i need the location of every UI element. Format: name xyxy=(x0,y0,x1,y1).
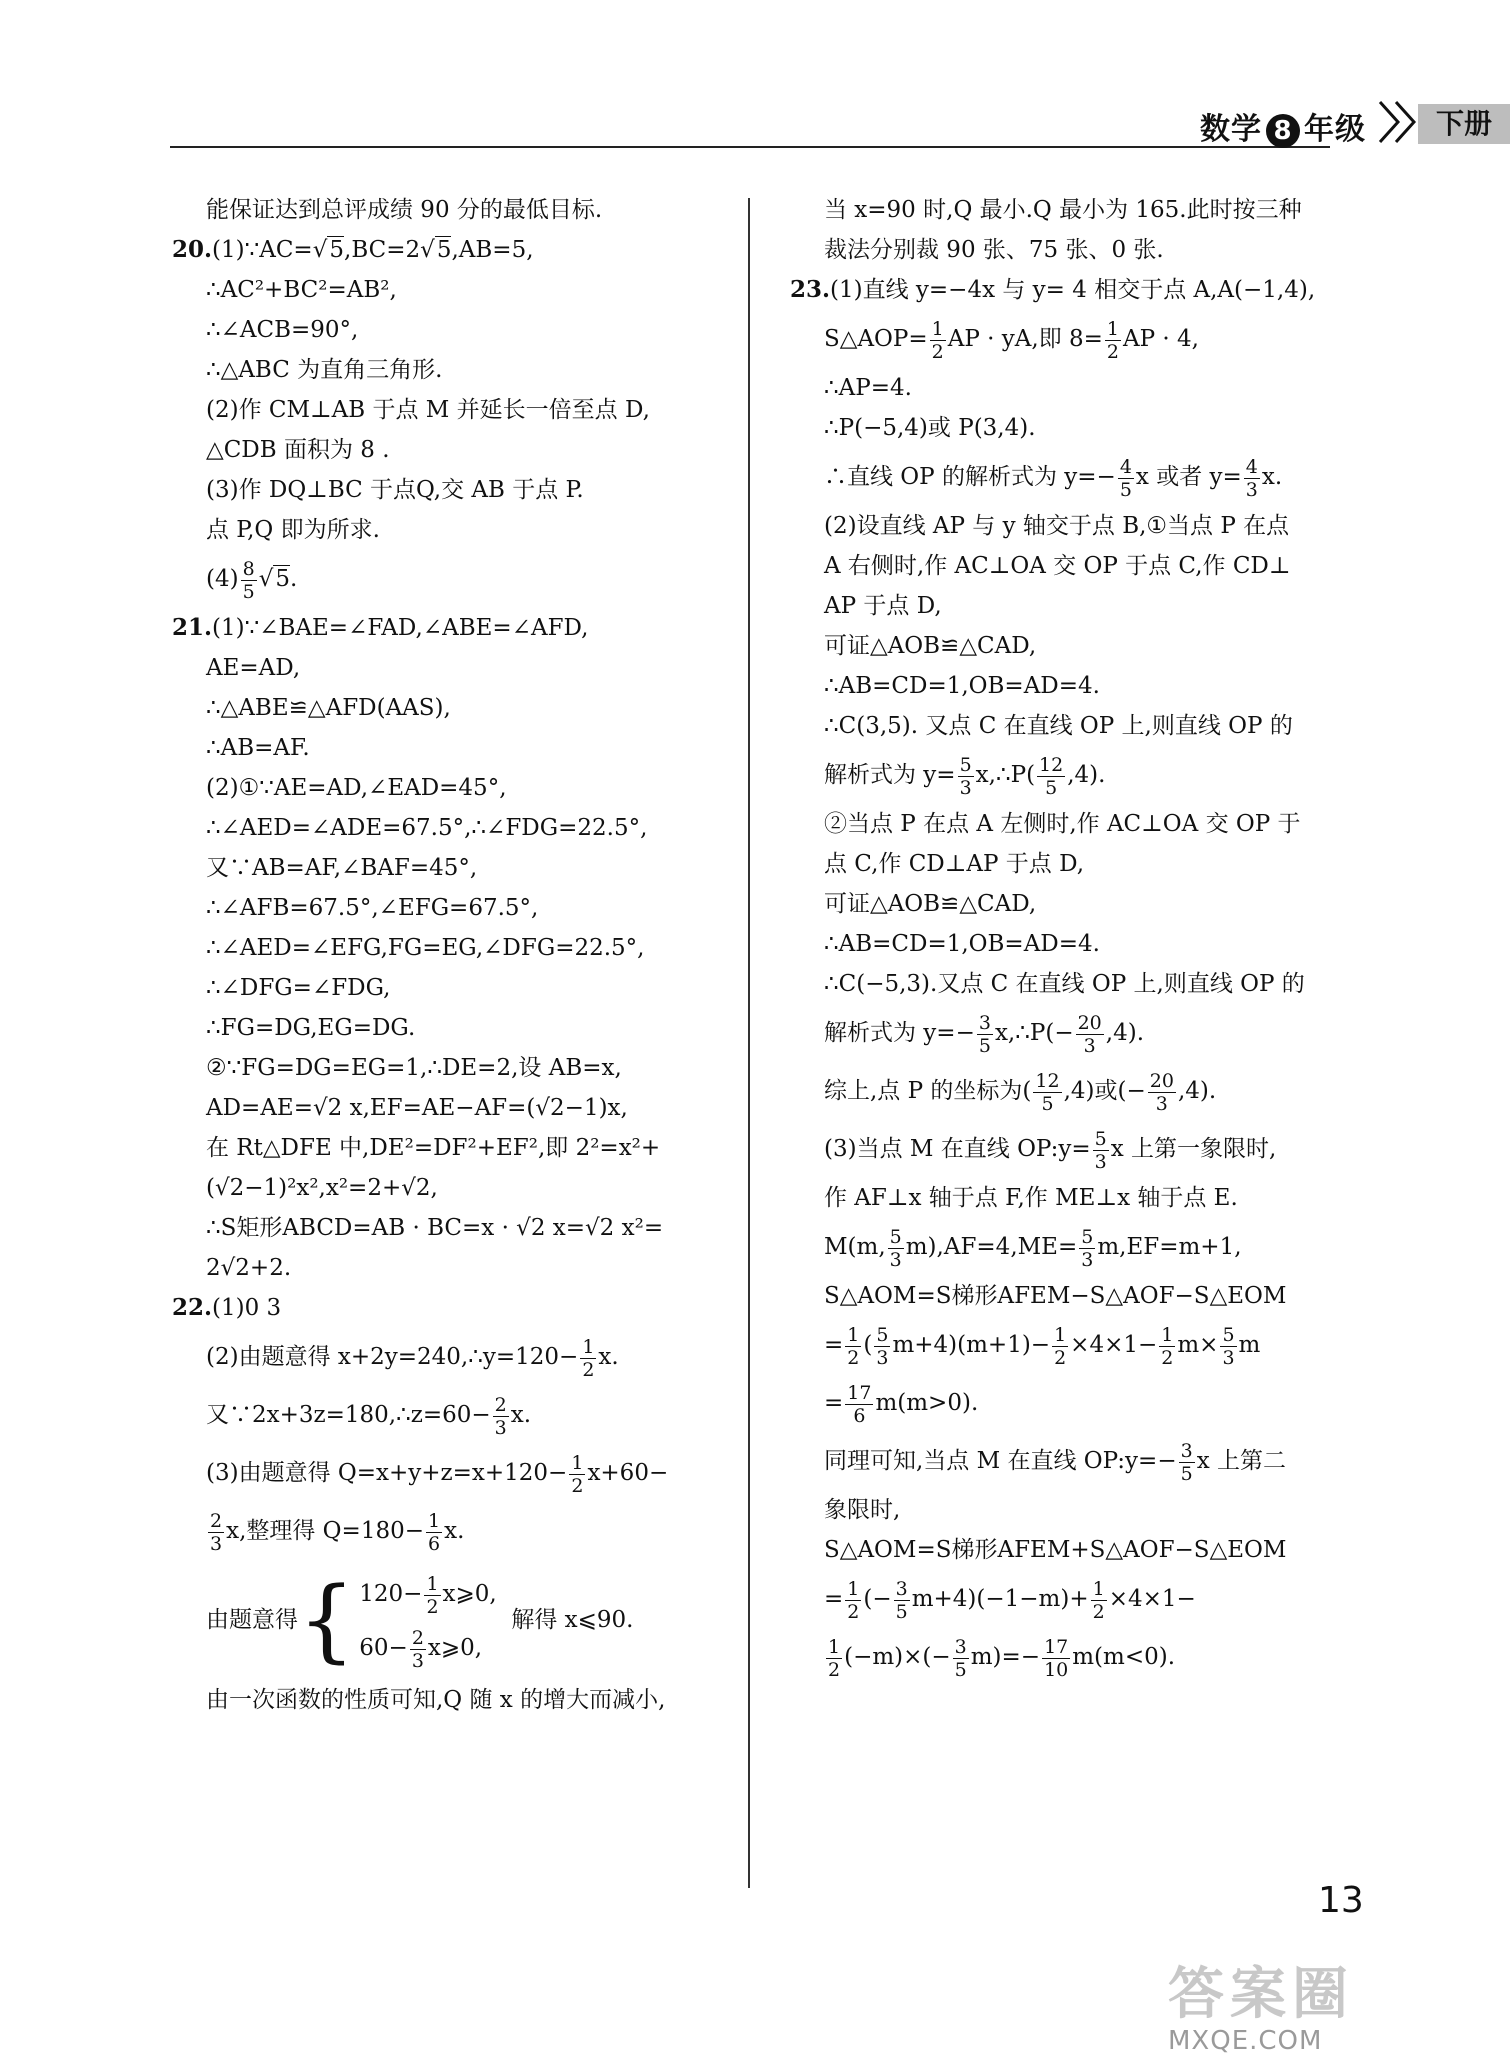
line: (2)作 CM⊥AB 于点 M 并延长一倍至点 D, xyxy=(206,397,650,423)
q22-line-4 xyxy=(172,1444,737,1502)
text: ,4). xyxy=(1105,1020,1145,1046)
numerator: 8 xyxy=(242,557,255,580)
text: (3)当点 M 在直线 OP:y= xyxy=(824,1136,1091,1162)
numerator: 1 xyxy=(582,1335,595,1358)
text: m+4)(m+1)− xyxy=(892,1332,1051,1358)
q23-line-5 xyxy=(790,448,1320,506)
text: ,4)或(− xyxy=(1063,1078,1146,1104)
q23-line-26 xyxy=(790,1432,1320,1490)
line: ∴AB=AF. xyxy=(206,735,310,761)
numerator: 17 xyxy=(1044,1635,1069,1658)
fraction xyxy=(1148,1070,1176,1115)
numerator: 1 xyxy=(828,1635,841,1658)
text: m,EF=m+1, xyxy=(1097,1234,1242,1260)
line: 象限时, xyxy=(824,1497,901,1523)
denominator: 2 xyxy=(426,1595,439,1618)
line: 2√2+2. xyxy=(206,1255,292,1281)
fraction xyxy=(845,1324,861,1369)
line: (2)①∵AE=AD,∠EAD=45°, xyxy=(206,775,507,801)
fraction xyxy=(826,1636,842,1681)
text: m xyxy=(1238,1332,1261,1358)
fraction xyxy=(874,1324,890,1369)
line: A 右侧时,作 AC⊥OA 交 OP 于点 C,作 CD⊥ xyxy=(824,553,1291,579)
text: x. xyxy=(444,1518,465,1544)
line: ∴AB=CD=1,OB=AD=4. xyxy=(824,931,1100,957)
text: x 或者 y= xyxy=(1135,464,1242,490)
fraction xyxy=(1159,1324,1175,1369)
line: ∴∠AFB=67.5°,∠EFG=67.5°, xyxy=(206,895,539,921)
line: ∴FG=DG,EG=DG. xyxy=(206,1015,416,1041)
text: 解得 x⩽90. xyxy=(511,1607,634,1633)
fraction xyxy=(1052,1324,1068,1369)
line: (2)设直线 AP 与 y 轴交于点 B,①当点 P 在点 xyxy=(824,513,1290,539)
denominator: 2 xyxy=(582,1358,595,1381)
line: ∴C(3,5). 又点 C 在直线 OP 上,则直线 OP 的 xyxy=(824,713,1293,739)
line: 当 x=90 时,Q 最小.Q 最小为 165.此时按三种 xyxy=(824,197,1302,223)
line: ∴AB=CD=1,OB=AD=4. xyxy=(824,673,1100,699)
question-number: 22. xyxy=(172,1294,213,1321)
fraction xyxy=(1033,1070,1061,1115)
text: x 上第二 xyxy=(1196,1448,1286,1474)
numerator: 4 xyxy=(1119,455,1132,478)
text: x+60− xyxy=(587,1460,669,1486)
denominator: 5 xyxy=(954,1658,967,1681)
q23-line-29 xyxy=(790,1570,1320,1628)
q22-line-2 xyxy=(172,1328,737,1386)
text: AP · 4, xyxy=(1123,326,1199,352)
fraction xyxy=(241,558,257,603)
numerator: 2 xyxy=(411,1626,424,1649)
numerator: 20 xyxy=(1077,1011,1102,1034)
text: (1)∵AC= xyxy=(212,237,313,263)
q20-line-1: 20.(1)∵AC=√5,BC=2√5,AB=5, xyxy=(172,236,534,263)
question-number: 23. xyxy=(790,276,831,303)
numerator: 1 xyxy=(931,317,944,340)
denominator: 3 xyxy=(876,1346,889,1369)
numerator: 5 xyxy=(959,753,972,776)
numerator: 2 xyxy=(494,1393,507,1416)
text: ( xyxy=(863,1332,873,1358)
line: (3)作 DQ⊥BC 于点Q,交 AB 于点 P. xyxy=(206,477,584,503)
denominator: 3 xyxy=(1245,478,1258,501)
q22-system xyxy=(172,1560,737,1680)
fraction xyxy=(493,1394,509,1439)
fraction xyxy=(569,1452,585,1497)
numerator: 12 xyxy=(1039,753,1064,776)
line: ②∵FG=DG=EG=1,∴DE=2,设 AB=x, xyxy=(206,1055,622,1081)
fraction xyxy=(1244,456,1260,501)
text: 60− xyxy=(359,1635,408,1661)
line: ∴S矩形ABCD=AB · BC=x · √2 x=√2 x²= xyxy=(206,1215,664,1241)
denominator: 5 xyxy=(895,1600,908,1623)
numerator: 5 xyxy=(889,1225,902,1248)
numerator: 3 xyxy=(1180,1439,1193,1462)
numerator: 1 xyxy=(1054,1323,1067,1346)
fraction xyxy=(1076,1012,1104,1057)
numerator: 1 xyxy=(571,1451,584,1474)
text: x⩾0, xyxy=(427,1635,483,1661)
text: AP · yA,即 8= xyxy=(947,326,1103,352)
denominator: 2 xyxy=(1106,340,1120,363)
volume-badge: 下册 xyxy=(1418,104,1510,144)
q23-line-22 xyxy=(790,1218,1320,1276)
denominator: 3 xyxy=(1155,1092,1168,1115)
line: ∴∠AED=∠ADE=67.5°,∴∠FDG=22.5°, xyxy=(206,815,648,841)
q23-line-12 xyxy=(790,746,1320,804)
fraction xyxy=(953,1636,969,1681)
numerator: 5 xyxy=(1222,1323,1235,1346)
text: 综上,点 P 的坐标为( xyxy=(824,1078,1032,1104)
q23-line-20 xyxy=(790,1120,1320,1178)
sqrt-arg: 5 xyxy=(275,566,290,592)
denominator: 3 xyxy=(411,1649,424,1672)
denominator: 2 xyxy=(1092,1600,1105,1623)
text: = xyxy=(824,1390,844,1416)
text: ×4×1− xyxy=(1108,1586,1196,1612)
q21-line-1 xyxy=(172,608,737,648)
line: ②当点 P 在点 A 左侧时,作 AC⊥OA 交 OP 于 xyxy=(824,811,1301,837)
line: ∴AC²+BC²=AB², xyxy=(206,277,397,303)
denominator: 2 xyxy=(847,1346,860,1369)
fraction xyxy=(1037,754,1065,799)
line: ∴∠ACB=90°, xyxy=(206,317,359,343)
numerator: 4 xyxy=(1245,455,1258,478)
left-column xyxy=(172,190,737,1720)
numerator: 1 xyxy=(1161,1323,1174,1346)
denominator: 2 xyxy=(1054,1346,1067,1369)
line: 点 C,作 CD⊥AP 于点 D, xyxy=(824,851,1085,877)
text: 同理可知,当点 M 在直线 OP:y=− xyxy=(824,1448,1177,1474)
line: S△AOM=S梯形AFEM−S△AOF−S△EOM xyxy=(824,1283,1287,1309)
denominator: 5 xyxy=(1119,478,1132,501)
text: = xyxy=(824,1586,844,1612)
grade-badge: 8 xyxy=(1266,114,1300,148)
text: x. xyxy=(510,1402,532,1428)
header-grade-suffix: 年级 xyxy=(1304,112,1366,147)
text: ,AB=5, xyxy=(451,237,534,263)
q20-line-9: (4) $\frac{8}{5}$ √5. xyxy=(206,557,298,603)
q23-line-2 xyxy=(790,310,1320,368)
numerator: 12 xyxy=(1035,1069,1060,1092)
text: (− xyxy=(863,1586,892,1612)
numerator: 1 xyxy=(1106,317,1120,340)
inequality-system xyxy=(359,1567,496,1675)
denominator: 3 xyxy=(210,1532,223,1555)
fraction xyxy=(894,1578,910,1623)
fraction xyxy=(1079,1226,1095,1271)
text: 解析式为 y= xyxy=(824,762,956,788)
text: m× xyxy=(1177,1332,1219,1358)
fraction xyxy=(1105,318,1121,363)
text: ×4×1− xyxy=(1070,1332,1158,1358)
text: ∴直线 OP 的解析式为 y=− xyxy=(824,464,1116,490)
text: (1)直线 y=−4x 与 y= 4 相交于点 A,A(−1,4), xyxy=(830,277,1316,303)
denominator: 2 xyxy=(847,1600,860,1623)
denominator: 3 xyxy=(1094,1150,1107,1173)
line: 又∵AB=AF,∠BAF=45°, xyxy=(206,855,478,881)
q23-line-30 xyxy=(790,1628,1320,1686)
line: 可证△AOB≌△CAD, xyxy=(824,633,1037,659)
text: m(m>0). xyxy=(875,1390,979,1416)
fraction xyxy=(424,1573,440,1618)
numerator: 1 xyxy=(1092,1577,1105,1600)
text: ,4). xyxy=(1067,762,1106,788)
line: 作 AF⊥x 轴于点 F,作 ME⊥x 轴于点 E. xyxy=(824,1185,1238,1211)
watermark-url: MXQE.COM xyxy=(1168,2026,1323,2056)
numerator: 5 xyxy=(1081,1225,1094,1248)
denominator: 10 xyxy=(1044,1658,1069,1681)
q22-line-1 xyxy=(172,1288,737,1328)
fraction xyxy=(958,754,974,799)
text: M(m, xyxy=(824,1234,886,1260)
numerator: 3 xyxy=(895,1577,908,1600)
line: (√2−1)²x²,x²=2+√2, xyxy=(206,1175,438,1201)
line: 能保证达到总评成绩 90 分的最低目标. xyxy=(206,197,603,223)
question-number: 21. xyxy=(172,614,213,641)
denominator: 3 xyxy=(494,1416,507,1439)
text: 120− xyxy=(359,1581,423,1607)
fraction xyxy=(977,1012,993,1057)
question-number: 20. xyxy=(172,236,213,263)
fraction xyxy=(1118,456,1134,501)
header-subject: 数学 xyxy=(1200,112,1262,147)
inequality-1 xyxy=(359,1567,496,1621)
fraction xyxy=(410,1627,426,1672)
text: (3)由题意得 Q=x+y+z=x+120− xyxy=(206,1460,568,1486)
q23-line-18 xyxy=(790,1004,1320,1062)
denominator: 5 xyxy=(1180,1462,1193,1485)
right-column xyxy=(790,190,1320,1686)
text: x 上第一象限时, xyxy=(1110,1136,1277,1162)
line: 可证△AOB≌△CAD, xyxy=(824,891,1037,917)
inequality-2 xyxy=(359,1621,496,1675)
watermark-logo: 答案圈 xyxy=(1168,1962,1354,2027)
denominator: 5 xyxy=(242,580,255,603)
text: x,整理得 Q=180− xyxy=(226,1518,424,1544)
text: x,∴P(− xyxy=(994,1020,1074,1046)
text: . xyxy=(289,566,298,592)
text: m+4)(−1−m)+ xyxy=(911,1586,1089,1612)
line: ∴C(−5,3).又点 C 在直线 OP 上,则直线 OP 的 xyxy=(824,971,1305,997)
text: 解析式为 y=− xyxy=(824,1020,975,1046)
header-title xyxy=(1200,104,1366,148)
denominator: 2 xyxy=(828,1658,841,1681)
text: ,4). xyxy=(1177,1078,1217,1104)
text: m(m<0). xyxy=(1072,1644,1176,1670)
line: ∴△ABE≌△AFD(AAS), xyxy=(206,695,451,721)
fraction xyxy=(1093,1128,1109,1173)
header-rule xyxy=(170,146,1330,148)
left-brace: { xyxy=(298,1568,356,1673)
fraction xyxy=(1042,1636,1070,1681)
text: m),AF=4,ME= xyxy=(905,1234,1078,1260)
fraction xyxy=(1220,1324,1236,1369)
denominator: 5 xyxy=(1041,1092,1054,1115)
numerator: 2 xyxy=(210,1509,223,1532)
q22-line-5 xyxy=(172,1502,737,1560)
denominator: 5 xyxy=(1045,776,1058,799)
double-chevron-icon xyxy=(1378,98,1422,146)
fraction xyxy=(845,1382,873,1427)
text: ,BC=2 xyxy=(344,237,421,263)
fraction xyxy=(426,1510,442,1555)
denominator: 3 xyxy=(1222,1346,1235,1369)
numerator: 17 xyxy=(847,1381,872,1404)
text: (1)∵∠BAE=∠FAD,∠ABE=∠AFD, xyxy=(212,615,589,641)
q23-line-19 xyxy=(790,1062,1320,1120)
text: (−m)×(− xyxy=(844,1644,951,1670)
denominator: 3 xyxy=(1083,1034,1096,1057)
text: (4) xyxy=(206,566,239,592)
sqrt-arg: 5 xyxy=(329,237,345,263)
line: ∴∠AED=∠EFG,FG=EG,∠DFG=22.5°, xyxy=(206,935,645,961)
line: 在 Rt△DFE 中,DE²=DF²+EF²,即 2²=x²+ xyxy=(206,1135,661,1161)
fraction xyxy=(1179,1440,1195,1485)
denominator: 3 xyxy=(1081,1248,1094,1271)
line: ∴△ABC 为直角三角形. xyxy=(206,357,443,383)
numerator: 1 xyxy=(847,1323,860,1346)
fraction xyxy=(930,318,946,363)
text: x⩾0, xyxy=(442,1581,497,1607)
text: = xyxy=(824,1332,844,1358)
line: ∴AP=4. xyxy=(824,375,912,401)
line: AE=AD, xyxy=(206,655,301,681)
watermark xyxy=(1168,1950,1354,2056)
fraction xyxy=(580,1336,596,1381)
numerator: 3 xyxy=(954,1635,967,1658)
text: x,∴P( xyxy=(975,762,1036,788)
q22-line-3 xyxy=(172,1386,737,1444)
text: m)=− xyxy=(970,1644,1041,1670)
line: 裁法分别裁 90 张、75 张、0 张. xyxy=(824,237,1164,263)
line: 由一次函数的性质可知,Q 随 x 的增大而减小, xyxy=(206,1687,666,1713)
line: ∴∠DFG=∠FDG, xyxy=(206,975,391,1001)
denominator: 2 xyxy=(1161,1346,1174,1369)
denominator: 5 xyxy=(978,1034,991,1057)
text: (1)0 3 xyxy=(212,1295,282,1321)
fraction xyxy=(1091,1578,1107,1623)
line: △CDB 面积为 8 . xyxy=(206,437,390,463)
numerator: 5 xyxy=(876,1323,889,1346)
text: x. xyxy=(1261,464,1283,490)
line: S△AOM=S梯形AFEM+S△AOF−S△EOM xyxy=(824,1537,1287,1563)
numerator: 5 xyxy=(1094,1127,1107,1150)
line: AP 于点 D, xyxy=(824,593,942,619)
denominator: 2 xyxy=(931,340,944,363)
numerator: 3 xyxy=(978,1011,991,1034)
q23-line-24 xyxy=(790,1316,1320,1374)
sqrt-arg: 5 xyxy=(436,237,452,263)
q23-line-25 xyxy=(790,1374,1320,1432)
text: (2)由题意得 x+2y=240,∴y=120− xyxy=(206,1344,579,1370)
denominator: 6 xyxy=(428,1532,441,1555)
text: S△AOP= xyxy=(824,326,928,352)
page-header xyxy=(170,98,1492,158)
denominator: 2 xyxy=(571,1474,584,1497)
page-number: 13 xyxy=(1318,1880,1364,1921)
column-divider xyxy=(748,198,750,1888)
text: x. xyxy=(598,1344,619,1370)
line: ∴P(−5,4)或 P(3,4). xyxy=(824,415,1036,441)
text: 又∵2x+3z=180,∴z=60− xyxy=(206,1402,491,1428)
line: 点 P,Q 即为所求. xyxy=(206,517,380,543)
line: AD=AE=√2 x,EF=AE−AF=(√2−1)x, xyxy=(206,1095,628,1121)
numerator: 1 xyxy=(426,1572,439,1595)
q23-line-1 xyxy=(790,270,1320,310)
denominator: 3 xyxy=(889,1248,902,1271)
text: 由题意得 xyxy=(206,1607,298,1633)
denominator: 3 xyxy=(959,776,972,799)
numerator: 1 xyxy=(847,1577,860,1600)
numerator: 1 xyxy=(428,1509,441,1532)
denominator: 6 xyxy=(853,1404,866,1427)
fraction xyxy=(888,1226,904,1271)
numerator: 20 xyxy=(1149,1069,1174,1092)
fraction xyxy=(208,1510,224,1555)
fraction xyxy=(845,1578,861,1623)
